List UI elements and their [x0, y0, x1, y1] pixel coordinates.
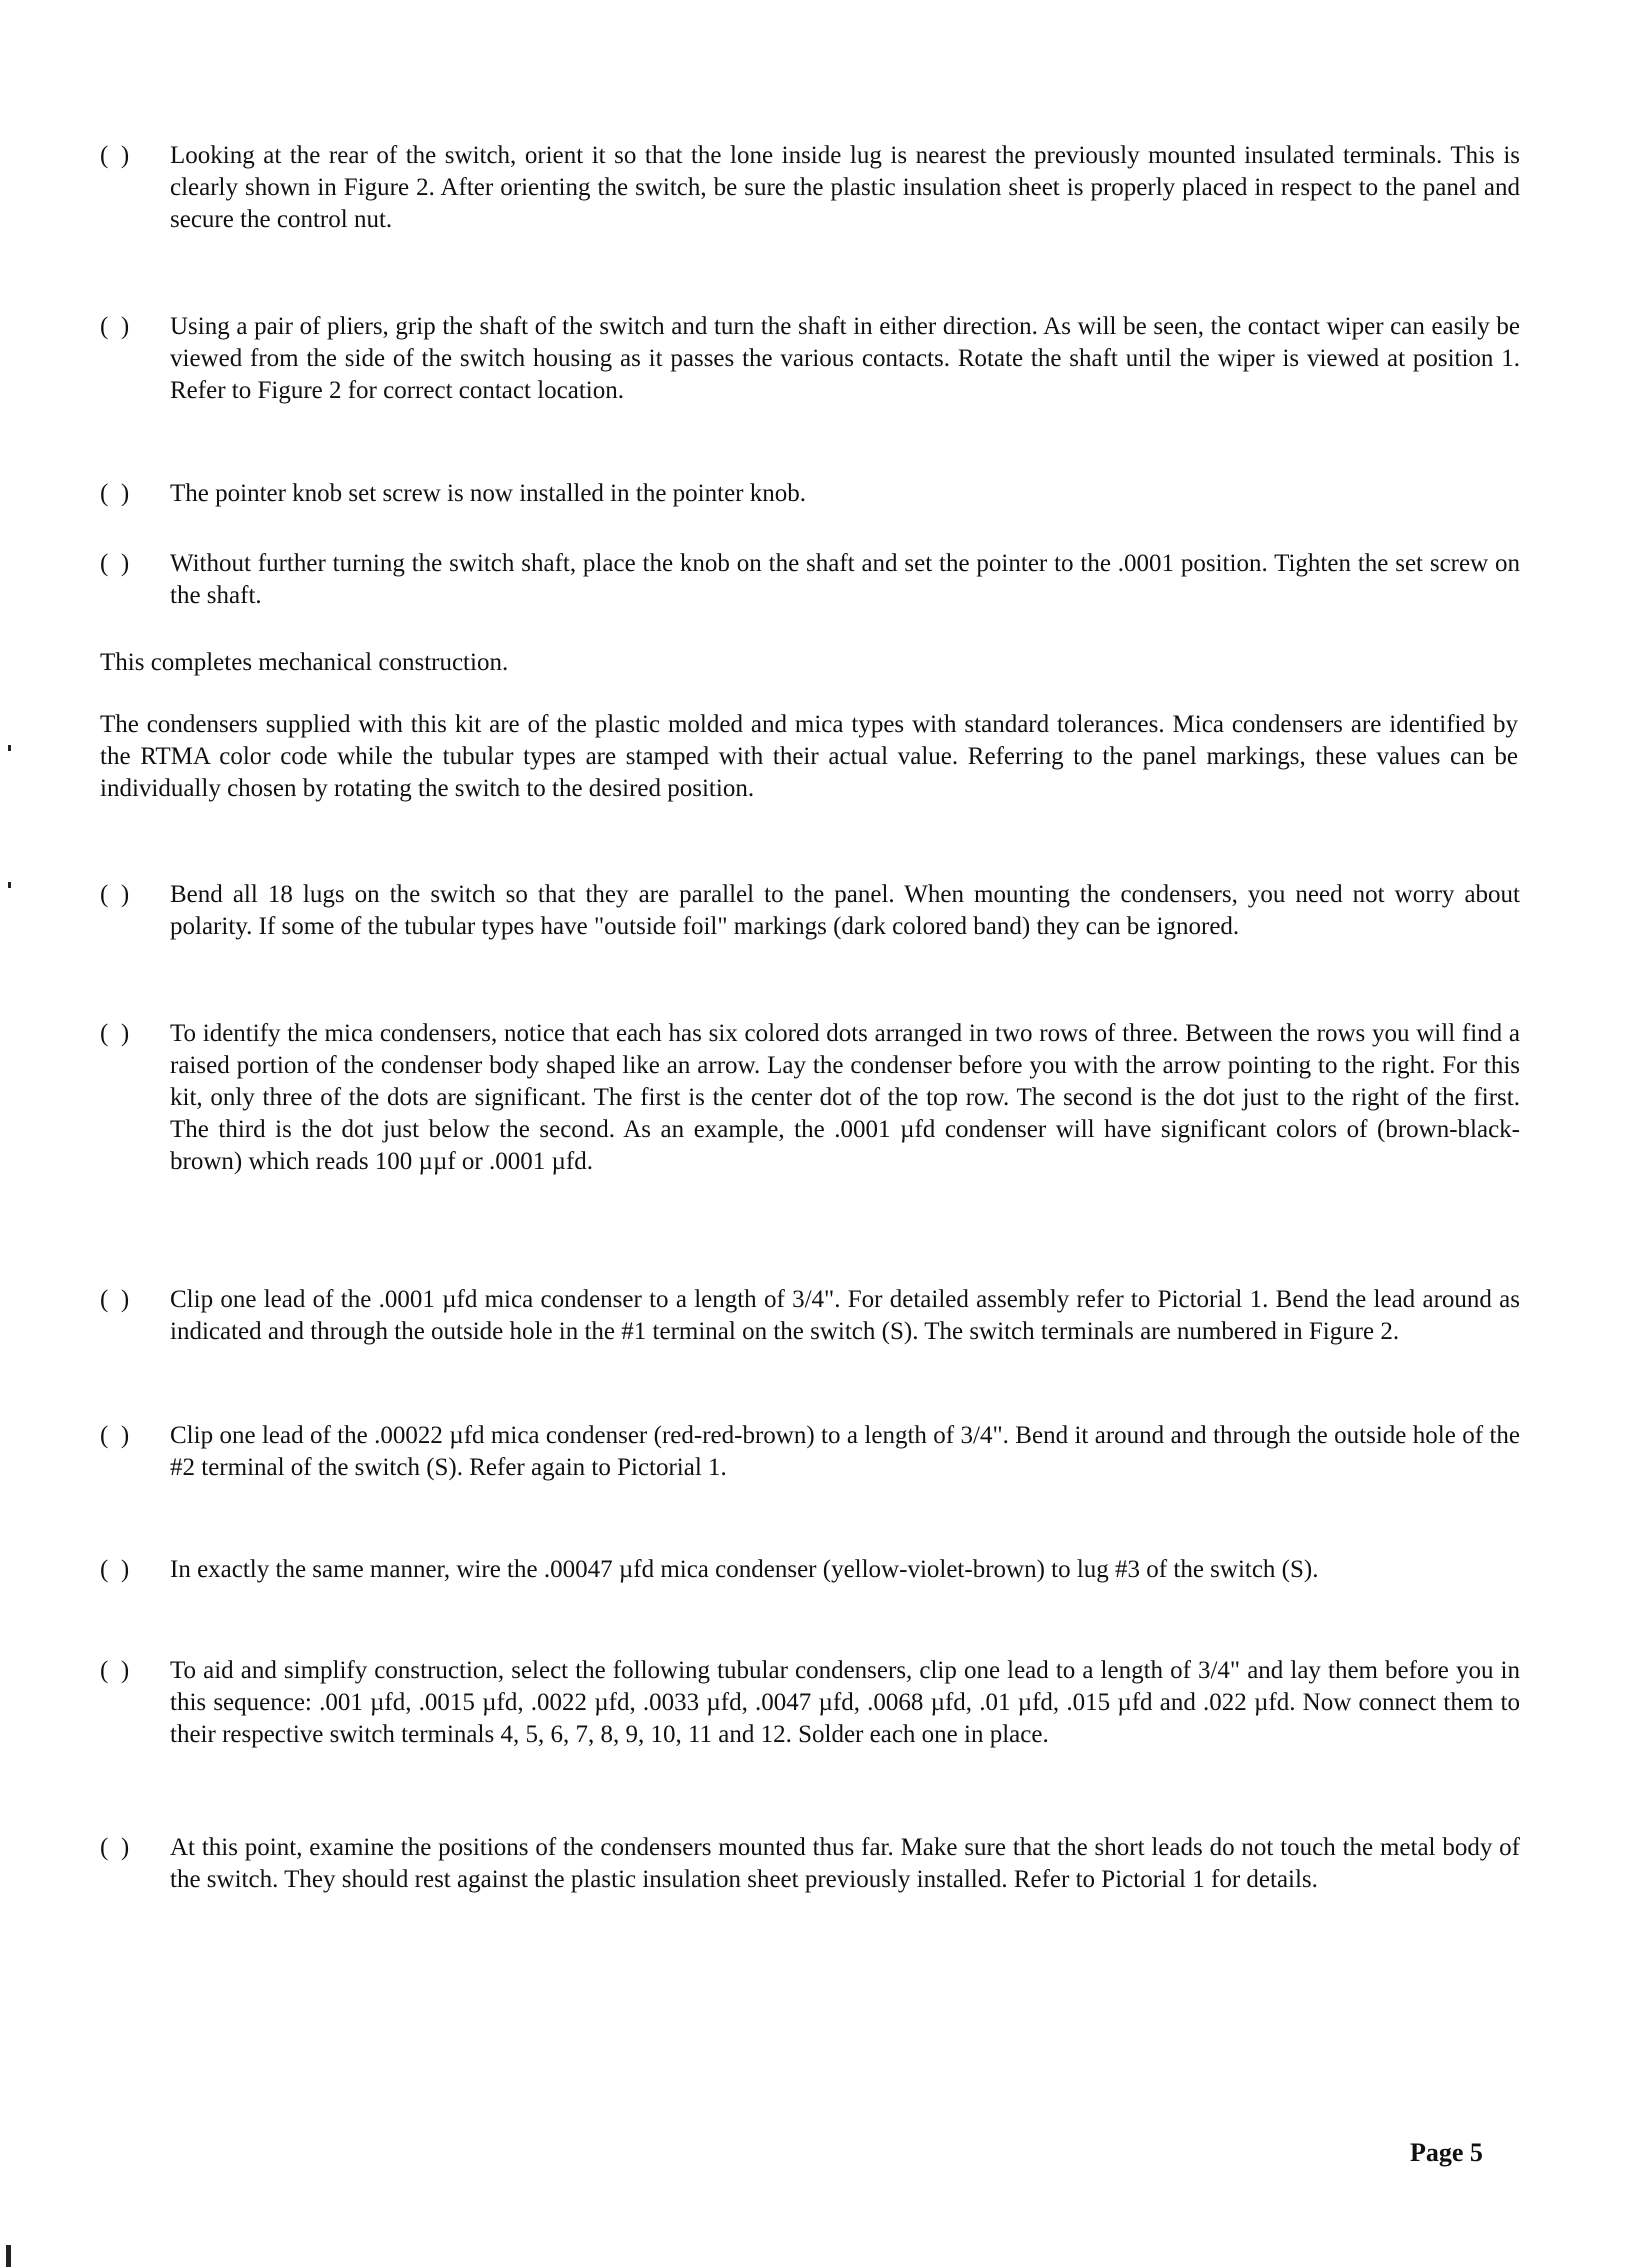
checkbox[interactable]: ( ) [100, 1657, 130, 1684]
step-clip-00022 [100, 1420, 1520, 1484]
step-clip-0001 [100, 1284, 1520, 1348]
checkbox[interactable]: ( ) [100, 1020, 130, 1047]
checkbox[interactable]: ( ) [100, 313, 130, 340]
condenser-intro: The condensers supplied with this kit are of the plastic molded and mica types with standard tolerances. Mica condensers are identified by the RTMA color code while the tubular types are stamped with their actual value. Referring to the panel markings, these values can be individually chosen by rotating the switch to the desired position. [100, 711, 1518, 802]
step-set-screw [100, 478, 1520, 510]
page-number: Page 5 [1410, 2138, 1483, 2167]
step-text: Bend all 18 lugs on the switch so that they are parallel to the panel. When mounting the condensers, you need not worry about polarity. If some of the tubular types have "outside foil" markings (dark colored band) they can be ignored. [170, 881, 1520, 940]
step-tubular-condensers [100, 1655, 1520, 1751]
checkbox[interactable]: ( ) [100, 142, 130, 169]
step-bend-lugs [100, 879, 1520, 943]
checkbox[interactable]: ( ) [100, 480, 130, 507]
step-text: Looking at the rear of the switch, orient it so that the lone inside lug is nearest the previously mounted insulated terminals. This is clearly shown in Figure 2. After orienting the switch, be sure the plastic insulation sheet is properly placed in respect to the panel and secure the control nut. [170, 142, 1520, 233]
scan-mark [6, 2245, 11, 2267]
completion-note: This completes mechanical construction. [100, 649, 509, 676]
step-text: The pointer knob set screw is now installed in the pointer knob. [170, 480, 806, 507]
checkbox[interactable]: ( ) [100, 550, 130, 577]
step-place-knob [100, 548, 1520, 612]
checkbox[interactable]: ( ) [100, 1286, 130, 1313]
step-text: Clip one lead of the .00022 µfd mica condenser (red-red-brown) to a length of 3/4". Bend it around and through the outside hole of the #2 terminal of the switch (S). Refer again to Pictorial 1. [170, 1422, 1520, 1481]
step-wire-00047 [100, 1554, 1520, 1586]
step-identify-mica [100, 1018, 1520, 1178]
checkbox[interactable]: ( ) [100, 881, 130, 908]
checkbox[interactable]: ( ) [100, 1834, 130, 1861]
step-rotate-shaft [100, 311, 1520, 407]
step-text: Using a pair of pliers, grip the shaft of the switch and turn the shaft in either direction. As will be seen, the contact wiper can easily be viewed from the side of the switch housing as it passes the various contacts. Rotate the shaft until the wiper is viewed at position 1. Refer to Figure 2 for correct contact location. [170, 313, 1520, 404]
step-text: To aid and simplify construction, select the following tubular condensers, clip one lead to a length of 3/4" and lay them before you in this sequence: .001 µfd, .0015 µfd, .0022 µfd, .0033 µfd, .0047 µfd, .0068 µfd, .01 µfd, .015 µfd and .022 µfd. Now connect them to their respective switch terminals 4, 5, 6, 7, 8, 9, 10, 11 and 12. Solder each one in place. [170, 1657, 1520, 1748]
step-orient-switch [100, 140, 1520, 236]
step-text: Without further turning the switch shaft, place the knob on the shaft and set the pointer to the .0001 position. Tighten the set screw on the shaft. [170, 550, 1520, 609]
step-text: To identify the mica condensers, notice that each has six colored dots arranged in two rows of three. Between the rows you will find a raised portion of the condenser body shaped like an arrow. Lay the condenser before you with the arrow pointing to the right. For this kit, only three of the dots are significant. The first is the center dot of the top row. The second is the dot just to the right of the first. The third is the dot just below the second. As an example, the .0001 µfd condenser will have significant colors of (brown-black-brown) which reads 100 µµf or .0001 µfd. [170, 1020, 1520, 1175]
scan-mark [8, 745, 11, 751]
checkbox[interactable]: ( ) [100, 1556, 130, 1583]
step-text: Clip one lead of the .0001 µfd mica condenser to a length of 3/4". For detailed assembly refer to Pictorial 1. Bend the lead around as indicated and through the outside hole in the #1 terminal on the switch (S). The switch terminals are numbered in Figure 2. [170, 1286, 1520, 1345]
checkbox[interactable]: ( ) [100, 1422, 130, 1449]
scan-mark [8, 882, 11, 888]
step-text: At this point, examine the positions of the condensers mounted thus far. Make sure that the short leads do not touch the metal body of the switch. They should rest against the plastic insulation sheet previously installed. Refer to Pictorial 1 for details. [170, 1834, 1520, 1893]
step-examine-positions [100, 1832, 1520, 1896]
step-text: In exactly the same manner, wire the .00047 µfd mica condenser (yellow-violet-brown) to lug #3 of the switch (S). [170, 1556, 1319, 1583]
